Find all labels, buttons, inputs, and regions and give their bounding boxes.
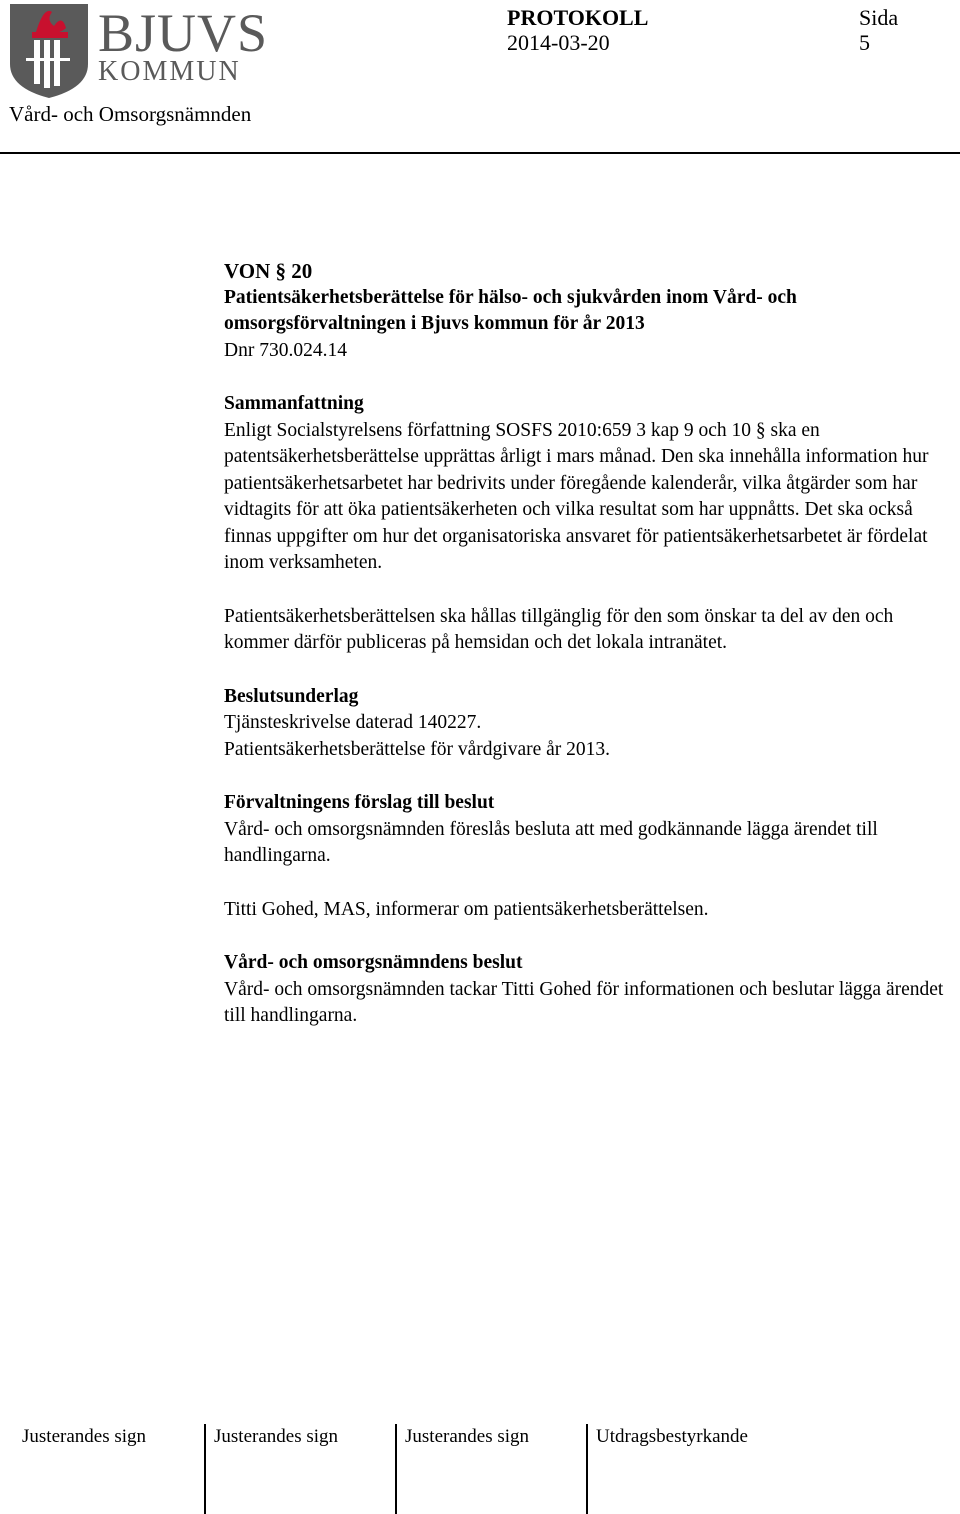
logo-wordmark-kommun: KOMMUN: [98, 56, 241, 87]
case-title-line-2: omsorgsförvaltningen i Bjuvs kommun för år 2013: [224, 313, 645, 334]
proposal-text: Vård- och omsorgsnämnden föreslås besluta att med godkännande lägga ärendet till handlingarna.: [224, 818, 878, 866]
bjuvs-kommun-logo: [6, 2, 269, 100]
signature-box-adjuster-1: Justerandes sign: [22, 1426, 147, 1447]
signature-footer: [0, 1424, 960, 1514]
minutes-body: [224, 258, 944, 1030]
case-dnr: Dnr 730.024.14: [224, 339, 347, 361]
document-type: PROTOKOLL: [507, 5, 649, 30]
section-id: VON § 20: [224, 259, 313, 283]
signature-box-adjuster-3: Justerandes sign: [395, 1424, 595, 1514]
committee-name: Vård- och Omsorgsnämnden: [9, 102, 252, 126]
proposal-heading: Förvaltningens förslag till beslut: [224, 792, 495, 813]
basis-heading: Beslutsunderlag: [224, 685, 359, 707]
decision-text: Vård- och omsorgsnämnden tackar Titti Gohed för informationen och beslutar lägga ärendet till handlingarna.: [224, 978, 944, 1026]
summary-heading: Sammanfattning: [224, 393, 364, 414]
page-label: Sida: [859, 5, 899, 30]
basis-item: Patientsäkerhetsberättelse för vårdgivare år 2013.: [224, 738, 611, 760]
page-number: 5: [859, 30, 870, 55]
summary-paragraph: Enligt Socialstyrelsens författning SOSFS 2010:659 3 kap 9 och 10 § ska en patentsäkerhetsberättelse upprättas årligt i mars månad. Den ska innehålla information hur patientsäkerhetsarbetet har bedrivits under föregående kalenderår, vilka åtgärder som har vidtagits för att öka patientsäkerheten och vilka resultat som har uppnåtts. Det ska också finnas uppgifter om hur det organisatoriska ansvaret för patientsäkerhetsarbetet är fördelat inom verksamheten.: [224, 419, 929, 573]
summary-publication-paragraph: Patientsäkerhetsberättelsen ska hållas tillgänglig för den som önskar ta del av den och kommer därför publiceras på hemsidan och det lokala intranätet.: [224, 605, 894, 653]
torch-shield-icon: [6, 2, 92, 100]
case-title-line-1: Patientsäkerhetsberättelse för hälso- och sjukvården inom Vård- och: [224, 286, 797, 308]
header-divider: [0, 152, 960, 154]
meeting-date: 2014-03-20: [507, 30, 610, 55]
signature-box-adjuster-2: Justerandes sign: [204, 1424, 404, 1514]
information-text: Titti Gohed, MAS, informerar om patientsäkerhetsberättelsen.: [224, 898, 709, 920]
logo-wordmark-bjuvs: BJUVS: [98, 3, 269, 63]
signature-box-certification: Utdragsbestyrkande: [586, 1424, 956, 1514]
basis-item: Tjänsteskrivelse daterad 140227.: [224, 712, 482, 733]
decision-heading: Vård- och omsorgsnämndens beslut: [224, 952, 523, 973]
